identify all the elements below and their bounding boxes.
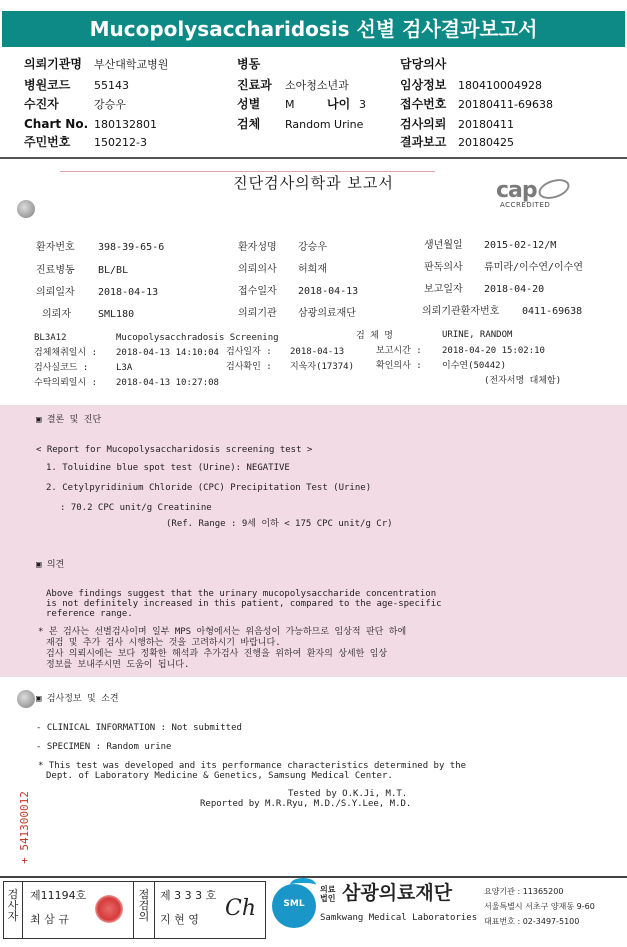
- result-section-title: ▣ 결론 및 진단: [36, 415, 102, 425]
- cap-logo: [492, 178, 574, 212]
- test-date-value: 2018-04-13: [290, 347, 345, 357]
- test-name: Mucopolysacchradosis Screening: [116, 333, 279, 343]
- lab-code-value: L3A: [116, 363, 133, 373]
- punch-hole-icon: [17, 200, 35, 218]
- specimen-row: [237, 117, 363, 132]
- inst-pt-label: 의뢰기관환자번호: [422, 306, 500, 317]
- inspector-license: 제11194호: [30, 889, 87, 902]
- inst-pt-value: 0411-69638: [522, 306, 583, 317]
- org-address: 서울특별시 서초구 양재동 9-60: [484, 902, 595, 911]
- result-heading: < Report for Mucopolysaccharidosis screening test >: [36, 445, 313, 455]
- doctor-label: 담당의사: [400, 57, 447, 71]
- esign-note: (전자서명 대체함): [484, 376, 562, 386]
- pt-name-label: 환자성명: [238, 242, 277, 253]
- chart-label: Chart No.: [24, 117, 89, 131]
- receipt-label: 접수번호: [400, 97, 447, 111]
- doc-title: 진단검사의학과 보고서: [233, 174, 394, 192]
- opinion-line-1: Above findings suggest that the urinary mucopolysaccharide concentration: [46, 589, 437, 599]
- rcv-date-label: 접수일자: [238, 286, 277, 297]
- clinical-row: [400, 78, 542, 93]
- confirm-value: 이수연(50442): [442, 361, 507, 371]
- receive-label: 수탁의뢰일시 :: [34, 378, 98, 388]
- opinion-kr-3: 검사 의뢰시에는 보다 정확한 해석과 추가검사 진행을 위하여 환자의 상세한 임상: [46, 649, 388, 659]
- clinical-label: 임상정보: [400, 78, 447, 92]
- receipt-value: 20180411-69638: [458, 98, 553, 111]
- rpt-date-value: 2018-04-20: [484, 284, 545, 295]
- info-specimen: - SPECIMEN : Random urine: [36, 742, 172, 752]
- reported-by: Reported by M.R.Ryu, M.D./S.Y.Lee, M.D.: [200, 799, 412, 809]
- patient-value: 강승우: [94, 98, 126, 111]
- req-doc-label: 의뢰의사: [238, 264, 277, 275]
- info-section-title: ▣ 검사정보 및 소견: [36, 694, 119, 704]
- hospital-label: 의뢰기관명: [24, 57, 82, 71]
- request-label: 검사의뢰: [400, 117, 447, 131]
- punch-hole-icon: [17, 690, 35, 708]
- req-doc-value: 허희재: [298, 264, 327, 275]
- result-item-2: 2. Cetylpyridinium Chloride (CPC) Precipitation Test (Urine): [46, 483, 372, 493]
- header-separator: [0, 157, 627, 159]
- sex-row: [237, 97, 366, 112]
- dob-label: 생년월일: [424, 240, 463, 251]
- id-row: [24, 135, 147, 150]
- rcv-date-value: 2018-04-13: [298, 286, 359, 297]
- pb-ward-value: BL/BL: [98, 265, 129, 276]
- req-date-label: 의뢰일자: [36, 287, 75, 298]
- sml-logo-text: SML: [283, 899, 305, 909]
- dept-row: [237, 78, 349, 93]
- opinion-kr-2: 재검 및 추가 검사 시행하는 것을 고려하시기 바랍니다.: [46, 638, 281, 648]
- org-phone: 대표번호 : 02-3497-5100: [484, 917, 580, 926]
- id-value: 150212-3: [94, 136, 147, 149]
- pt-no-value: 398-39-65-6: [98, 242, 165, 253]
- opinion-line-3: reference range.: [46, 609, 133, 619]
- age-label: 나이: [327, 97, 351, 111]
- ward-label: 병동: [237, 57, 261, 71]
- report-time-value: 2018-04-20 15:02:10: [442, 346, 545, 356]
- id-label: 주민번호: [24, 135, 71, 149]
- collect-value: 2018-04-13 14:10:04: [116, 348, 219, 358]
- req-inst-value: 삼광의료재단: [298, 308, 356, 319]
- collect-label: 검체채취일시 :: [34, 348, 98, 358]
- specimen-label: 검체: [237, 117, 261, 131]
- hospital-code-label: 병원코드: [24, 78, 71, 92]
- ward-row: [237, 57, 285, 72]
- req-inst-label: 의뢰기관: [238, 308, 277, 319]
- sex-value: M: [285, 98, 295, 111]
- test-date-label: 검사일자 :: [226, 347, 272, 357]
- report-label: 결과보고: [400, 135, 447, 149]
- hospital-row: [24, 57, 168, 72]
- req-date-value: 2018-04-13: [98, 287, 159, 298]
- org-prefix: 의료 법인: [320, 885, 336, 903]
- verify-value: 지욱자(17374): [290, 362, 355, 372]
- patient-label: 수진자: [24, 97, 59, 111]
- cap-logo-sub: ACCREDITED: [500, 201, 551, 209]
- receive-value: 2018-04-13 10:27:08: [116, 378, 219, 388]
- cap-logo-name: cap: [496, 178, 537, 203]
- report-title: Mucopolysaccharidosis 선별 검사결과보고서: [2, 11, 625, 47]
- org-name: 삼광의료재단: [342, 882, 453, 904]
- pt-name-value: 강승우: [298, 242, 327, 253]
- hospital-value: 부산대학교병원: [94, 58, 169, 71]
- opinion-line-2: is not definitely increased in this patient, compared to the age-specific: [46, 599, 442, 609]
- chart-value: 180132801: [94, 118, 157, 131]
- doctor-row: [400, 57, 458, 72]
- spec-label: 검 체 명: [356, 331, 393, 341]
- test-code: BL3A12: [34, 333, 67, 343]
- dept-value: 소아청소년과: [285, 79, 349, 92]
- info-note-2: Dept. of Laboratory Medicine & Genetics, Samsung Medical Center.: [46, 771, 393, 781]
- side-serial-number: + 541300012: [17, 791, 31, 864]
- hospital-code-value: 55143: [94, 79, 129, 92]
- confirm-label: 확인의사 :: [376, 361, 422, 371]
- reviewer-signature-icon: Ch: [225, 896, 257, 921]
- verify-label: 검사확인 :: [226, 362, 272, 372]
- read-doc-value: 류미라/이수연/이수연: [484, 262, 583, 273]
- opinion-section-title: ▣ 의견: [36, 560, 65, 570]
- sex-label: 성별: [237, 97, 261, 111]
- inspector-vertical-label: 검사자: [7, 888, 19, 923]
- result-value: : 70.2 CPC unit/g Creatinine: [60, 503, 212, 513]
- specimen-value: Random Urine: [285, 118, 364, 131]
- request-value: 20180411: [458, 118, 514, 131]
- inspector-seal-icon: [95, 895, 123, 923]
- result-item-1: 1. Toluidine blue spot test (Urine): NEGATIVE: [46, 463, 290, 473]
- reviewer-vertical-label: 점검의: [138, 888, 150, 923]
- age-value: 3: [359, 98, 366, 111]
- receipt-row: [400, 97, 553, 112]
- inspector-name: 최 삼 규: [30, 913, 69, 926]
- care-institution-no: 요양기관 : 11365200: [484, 887, 564, 896]
- report-value: 20180425: [458, 136, 514, 149]
- result-ref-range: (Ref. Range : 9세 이하 < 175 CPC unit/g Cr): [166, 519, 393, 529]
- opinion-kr-1: * 본 검사는 선별검사이며 일부 MPS 아형에서는 위음성이 가능하므로 임상적 판단 하에: [38, 627, 407, 637]
- lab-code-label: 검사실코드 :: [34, 363, 89, 373]
- reviewer-name: 지 현 영: [160, 913, 199, 926]
- req-by-value: SML180: [98, 309, 135, 320]
- rpt-date-label: 보고일자: [424, 284, 463, 295]
- info-clinical: - CLINICAL INFORMATION : Not submitted: [36, 723, 242, 733]
- req-by-label: 의뢰자: [42, 309, 71, 320]
- hospital-code-row: [24, 78, 129, 93]
- org-english-name: Samkwang Medical Laboratories: [320, 913, 478, 923]
- pb-ward-label: 진료병동: [36, 265, 75, 276]
- request-row: [400, 117, 514, 132]
- tested-by: Tested by O.K.Ji, M.T.: [288, 789, 408, 799]
- opinion-kr-4: 정보를 보내주시면 도움이 됩니다.: [46, 660, 190, 670]
- chart-row: [24, 117, 157, 132]
- spec-value: URINE, RANDOM: [442, 330, 513, 340]
- dob-value: 2015-02-12/M: [484, 240, 557, 251]
- reviewer-license: 제 3 3 3 호: [160, 889, 217, 902]
- report-time-label: 보고시간 :: [376, 346, 422, 356]
- cap-swoosh-icon: [536, 175, 572, 202]
- dept-label: 진료과: [237, 78, 272, 92]
- pt-no-label: 환자번호: [36, 242, 75, 253]
- sml-logo: [272, 884, 316, 928]
- info-note-1: * This test was developed and its performance characteristics determined by the: [38, 761, 467, 771]
- read-doc-label: 판독의사: [424, 262, 463, 273]
- report-row: [400, 135, 514, 150]
- clinical-value: 180410004928: [458, 79, 542, 92]
- patient-row: [24, 97, 126, 112]
